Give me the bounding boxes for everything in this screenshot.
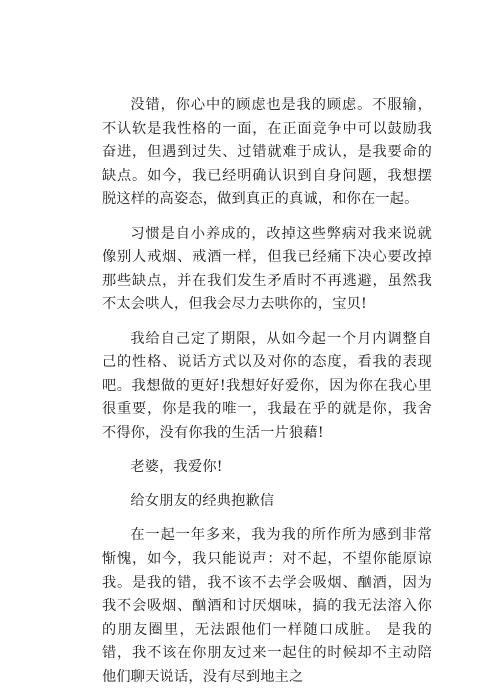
article-body (102, 94, 432, 690)
paragraph-1: 没错，你心中的顾虑也是我的顾虑。不服输，不认软是我性格的一面，在正面竞争中可以鼓励我奋进，但遇到过失、过错就难于成认，是我要命的缺点。如今，我已经明确认识到自身问题，我想摆脱这样的高姿态，做到真正的真诚，和你在一起。 (102, 97, 432, 208)
paragraph-5: 在一起一年多来，我为我的所作所为感到非常惭愧，如今，我只能说声：对不起，不望你能原谅我。是我的错，我不该不去学会吸烟、酗酒，因为我不会吸烟、酗酒和讨厌烟味，搞的我无法溶入你的朋友圈里，无法跟他们一样随口成脏。 是我的错，我不该在你朋友过来一起住的时候却不主动陪他们聊天说话，没有尽到地主之 (102, 527, 432, 686)
paragraph-3: 我给自己定了期限，从如今起一个月内调整自己的性格、说话方式以及对你的态度，看我的表现吧。我想做的更好!我想好好爱你，因为你在我心里很重要，你是我的唯一，我最在乎的就是你，我舍不得你，没有你我的生活一片狼藉! (102, 330, 432, 441)
paragraph-4: 老婆，我爱你! (130, 459, 223, 476)
paragraph-2: 习惯是自小养成的，改掉这些弊病对我来说就像别人戒烟、戒酒一样，但我已经痛下决心要改掉那些缺点，并在我们发生矛盾时不再逃避，虽然我不太会哄人，但我会尽力去哄你的，宝贝! (102, 225, 432, 313)
section-heading: 给女朋友的经典抱歉信 (130, 493, 275, 510)
